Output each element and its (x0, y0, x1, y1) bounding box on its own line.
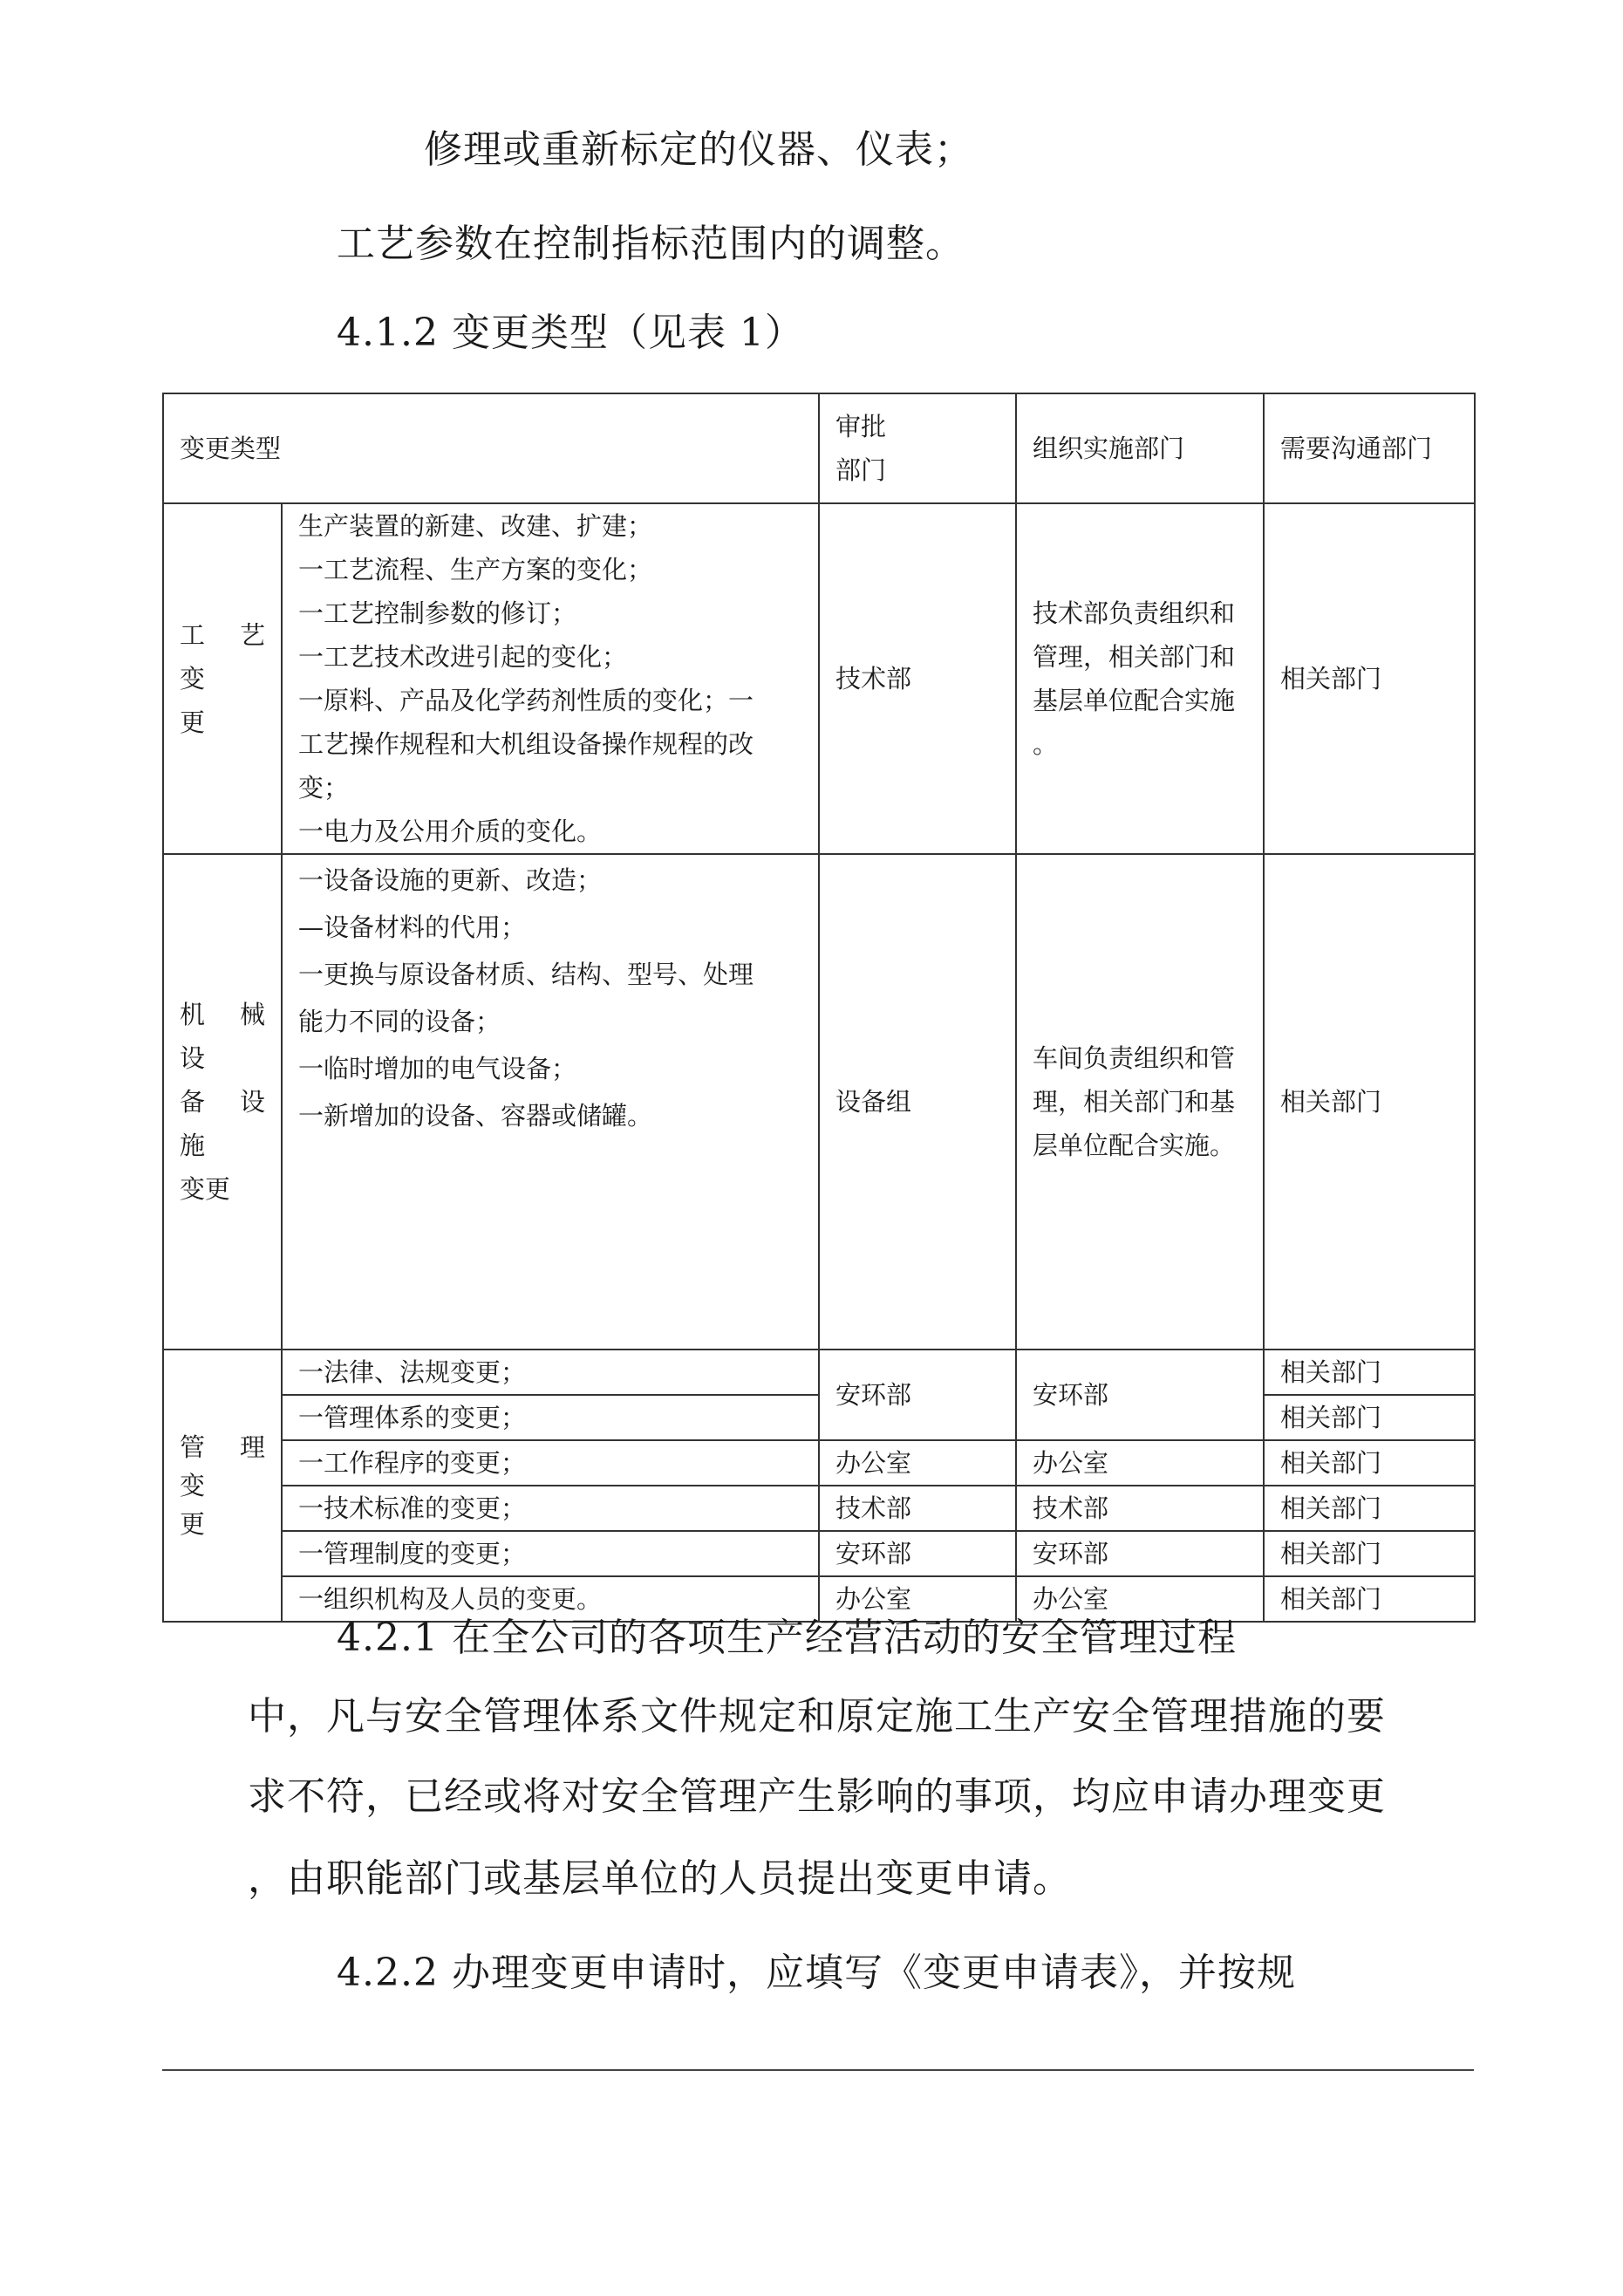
category-equipment (163, 854, 282, 1350)
header-comm: 需要沟通部门 (1264, 393, 1475, 503)
management-comm: 相关部门 (1264, 1486, 1475, 1531)
list-item: 一工艺流程、生产方案的变化； (298, 555, 653, 584)
list-item: —设备材料的代用； (298, 912, 527, 942)
management-item: 一技术标准的变更； (282, 1486, 819, 1531)
management-item: 一工作程序的变更； (282, 1440, 819, 1486)
category-process-line1: 工 艺 变 (180, 620, 265, 694)
management-comm: 相关部门 (1264, 1440, 1475, 1486)
text-line-1: 修理或重新标定的仪器、仪表； (424, 127, 973, 172)
equipment-org (1016, 854, 1264, 1350)
management-comm: 相关部门 (1264, 1531, 1475, 1576)
header-approve-line2: 部门 (835, 455, 887, 485)
management-approve: 办公室 (819, 1440, 1016, 1486)
paragraph-1-line-2: 中，凡与安全管理体系文件规定和原定施工生产安全管理措施的要 (248, 1694, 1386, 1739)
footer-divider (162, 2069, 1474, 2071)
header-type: 变更类型 (163, 393, 819, 503)
category-management (163, 1350, 282, 1622)
category-equipment-line2: 备 设 施 (180, 1087, 265, 1160)
category-equipment-line3: 变更 (180, 1174, 231, 1204)
list-item: 生产装置的新建、改建、扩建； (298, 511, 653, 541)
management-org: 办公室 (1016, 1576, 1264, 1622)
list-item: 工艺操作规程和大机组设备操作规程的改 (298, 729, 754, 759)
management-org: 安环部 (1016, 1531, 1264, 1576)
table-row-management-1 (163, 1350, 1475, 1395)
category-equipment-line1: 机 械 设 (180, 1000, 265, 1073)
management-approve: 安环部 (819, 1350, 1016, 1440)
list-item: 一新增加的设备、容器或储罐。 (298, 1101, 653, 1131)
process-approve: 技术部 (819, 503, 1016, 854)
table-row-management-5 (163, 1531, 1475, 1576)
process-comm: 相关部门 (1264, 503, 1475, 854)
table-row-equipment (163, 854, 1475, 1350)
management-org: 办公室 (1016, 1440, 1264, 1486)
category-process-line2: 更 (180, 707, 206, 737)
management-comm: 相关部门 (1264, 1350, 1475, 1395)
management-org: 技术部 (1016, 1486, 1264, 1531)
table-row-management-3 (163, 1440, 1475, 1486)
process-items (282, 503, 819, 854)
org-line: 理，相关部门和基 (1033, 1087, 1236, 1117)
org-line: 。 (1033, 729, 1059, 759)
table-row-process (163, 503, 1475, 854)
management-approve: 技术部 (819, 1486, 1016, 1531)
management-item: 一组织机构及人员的变更。 (282, 1576, 819, 1622)
org-line: 技术部负责组织和 (1033, 598, 1236, 628)
management-comm: 相关部门 (1264, 1395, 1475, 1440)
table-row-management-2 (163, 1395, 1475, 1440)
table-header-row (163, 393, 1475, 503)
management-comm: 相关部门 (1264, 1576, 1475, 1622)
management-item: 一法律、法规变更； (282, 1350, 819, 1395)
header-approve-line1: 审批 (835, 412, 887, 441)
management-approve: 办公室 (819, 1576, 1016, 1622)
change-type-table (162, 393, 1476, 1623)
header-approve (819, 393, 1016, 503)
paragraph-2-line-1: 4.2.2 办理变更申请时，应填写《变更申请表》，并按规 (337, 1951, 1296, 1995)
list-item: 一原料、产品及化学药剂性质的变化；一 (298, 686, 754, 715)
list-item: 一工艺技术改进引起的变化； (298, 642, 628, 672)
org-line: 车间负责组织和管 (1033, 1043, 1236, 1073)
org-line: 层单位配合实施。 (1033, 1131, 1236, 1160)
list-item: 一工艺控制参数的修订； (298, 598, 577, 628)
list-item: 一更换与原设备材质、结构、型号、处理 (298, 960, 754, 989)
management-item: 一管理制度的变更； (282, 1531, 819, 1576)
equipment-items (282, 854, 819, 1350)
section-heading: 4.1.2 变更类型（见表 1） (337, 311, 804, 355)
list-item: 一临时增加的电气设备； (298, 1054, 577, 1083)
category-management-line1: 管 理 变 (180, 1432, 265, 1500)
equipment-approve: 设备组 (819, 854, 1016, 1350)
category-management-line2: 更 (180, 1509, 206, 1539)
header-org: 组织实施部门 (1016, 393, 1264, 503)
list-item: 变； (298, 773, 350, 803)
equipment-comm: 相关部门 (1264, 854, 1475, 1350)
management-item: 一管理体系的变更； (282, 1395, 819, 1440)
paragraph-1-line-1: 4.2.1 在全公司的各项生产经营活动的安全管理过程 (337, 1616, 1237, 1660)
org-line: 基层单位配合实施 (1033, 686, 1236, 715)
text-line-2: 工艺参数在控制指标范围内的调整。 (337, 222, 965, 266)
list-item: 能力不同的设备； (298, 1007, 501, 1036)
category-process (163, 503, 282, 854)
table-row-management-4 (163, 1486, 1475, 1531)
paragraph-1-line-3: 求不符，已经或将对安全管理产生影响的事项，均应申请办理变更 (248, 1774, 1386, 1819)
process-org (1016, 503, 1264, 854)
org-line: 管理，相关部门和 (1033, 642, 1236, 672)
list-item: 一设备设施的更新、改造； (298, 865, 603, 895)
paragraph-1-line-4: ，由职能部门或基层单位的人员提出变更申请。 (248, 1856, 1072, 1901)
management-org: 安环部 (1016, 1350, 1264, 1440)
list-item: 一电力及公用介质的变化。 (298, 817, 603, 846)
management-approve: 安环部 (819, 1531, 1016, 1576)
